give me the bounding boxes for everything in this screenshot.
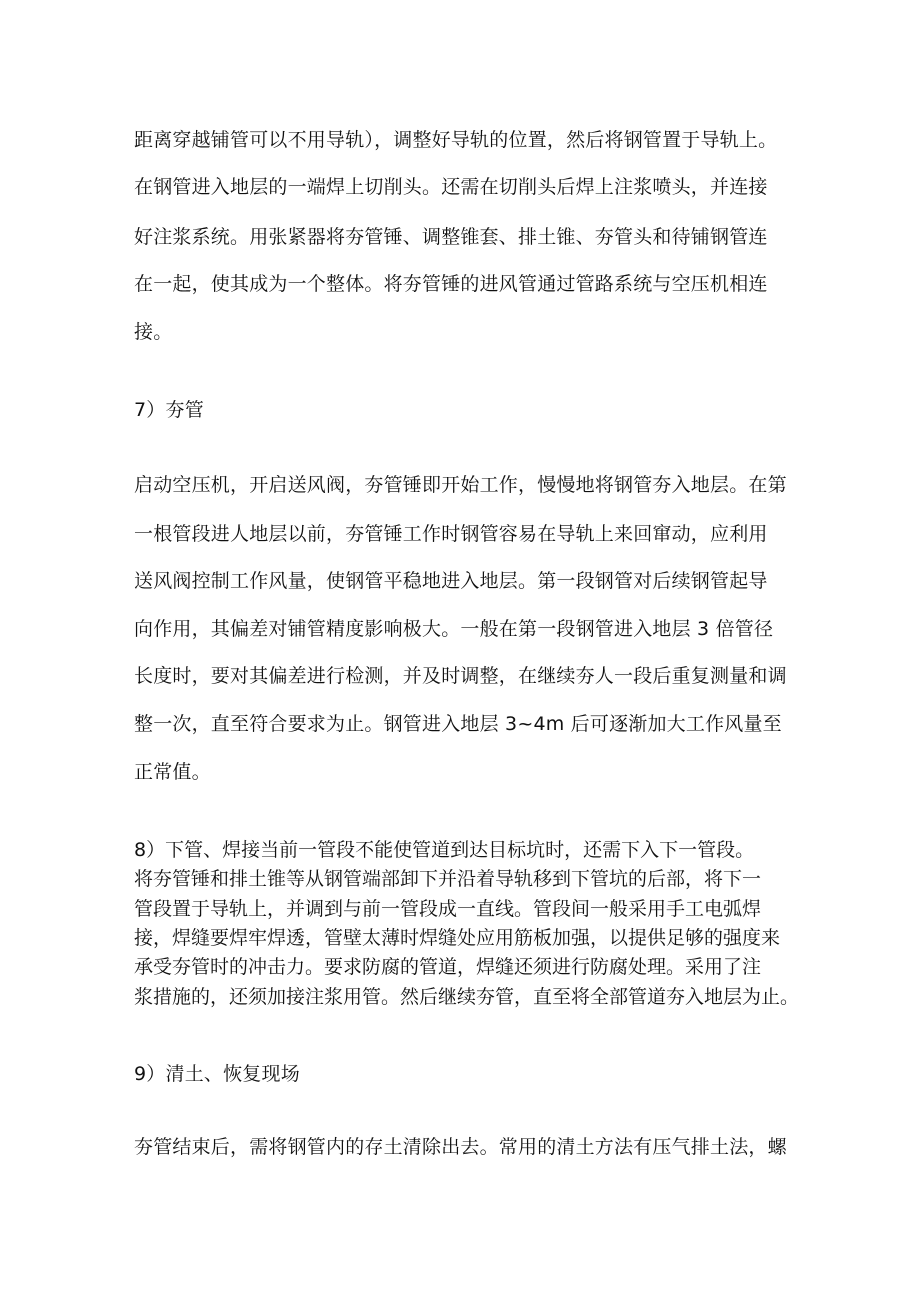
section-heading-9: 9）清土、恢复现场 <box>134 1063 300 1085</box>
text-line: 送风阀控制工作风量，使钢管平稳地进入地层。第一段钢管对后续钢管起导 <box>134 570 768 592</box>
text-line: 好注浆系统。用张紧器将夯管锤、调整锥套、排土锥、夯管头和待铺钢管连 <box>134 226 768 248</box>
text-line: 正常值。 <box>134 761 211 783</box>
text-line: 在一起，使其成为一个整体。将夯管锤的进风管通过管路系统与空压机相连 <box>134 273 768 295</box>
text-line: 长度时，要对其偏差进行检测，并及时调整，在继续夯人一段后重复测量和调 <box>134 665 787 687</box>
text-line: 整一次，直至符合要求为止。钢管进入地层 3~4m 后可逐渐加大工作风量至 <box>134 713 782 735</box>
text-line: 夯管结束后，需将钢管内的存土清除出去。常用的清土方法有压气排土法，螺 <box>134 1136 787 1158</box>
text-line: 承受夯管时的冲击力。要求防腐的管道，焊缝还须进行防腐处理。采用了注 <box>134 956 762 978</box>
text-line: 启动空压机，开启送风阀，夯管锤即开始工作，慢慢地将钢管夯入地层。在第 <box>134 474 787 496</box>
text-line: 距离穿越铺管可以不用导轨），调整好导轨的位置，然后将钢管置于导轨上。 <box>134 129 778 151</box>
text-line: 将夯管锤和排土锥等从钢管端部卸下并沿着导轨移到下管坑的后部，将下一 <box>134 868 762 890</box>
text-line: 向作用，其偏差对铺管精度影响极大。一般在第一段钢管进入地层 3 倍管径 <box>134 618 774 640</box>
text-line: 一根管段进人地层以前，夯管锤工作时钢管容易在导轨上来回窜动，应利用 <box>134 523 768 545</box>
text-line: 管段置于导轨上，并调到与前一管段成一直线。管段间一般采用手工电弧焊 <box>134 898 762 920</box>
text-line: 8）下管、焊接当前一管段不能使管道到达目标坑时，还需下入下一管段。 <box>134 839 755 861</box>
text-line: 接，焊缝要焊牢焊透，管壁太薄时焊缝处应用筋板加强，以提供足够的强度来 <box>134 927 781 949</box>
text-line: 接。 <box>134 321 173 343</box>
text-line: 浆措施的，还须加接注浆用管。然后继续夯管，直至将全部管道夯入地层为止。 <box>134 986 800 1008</box>
section-heading-7: 7）夯管 <box>134 399 204 421</box>
text-line: 在钢管进入地层的一端焊上切削头。还需在切削头后焊上注浆喷头，并连接 <box>134 176 768 198</box>
